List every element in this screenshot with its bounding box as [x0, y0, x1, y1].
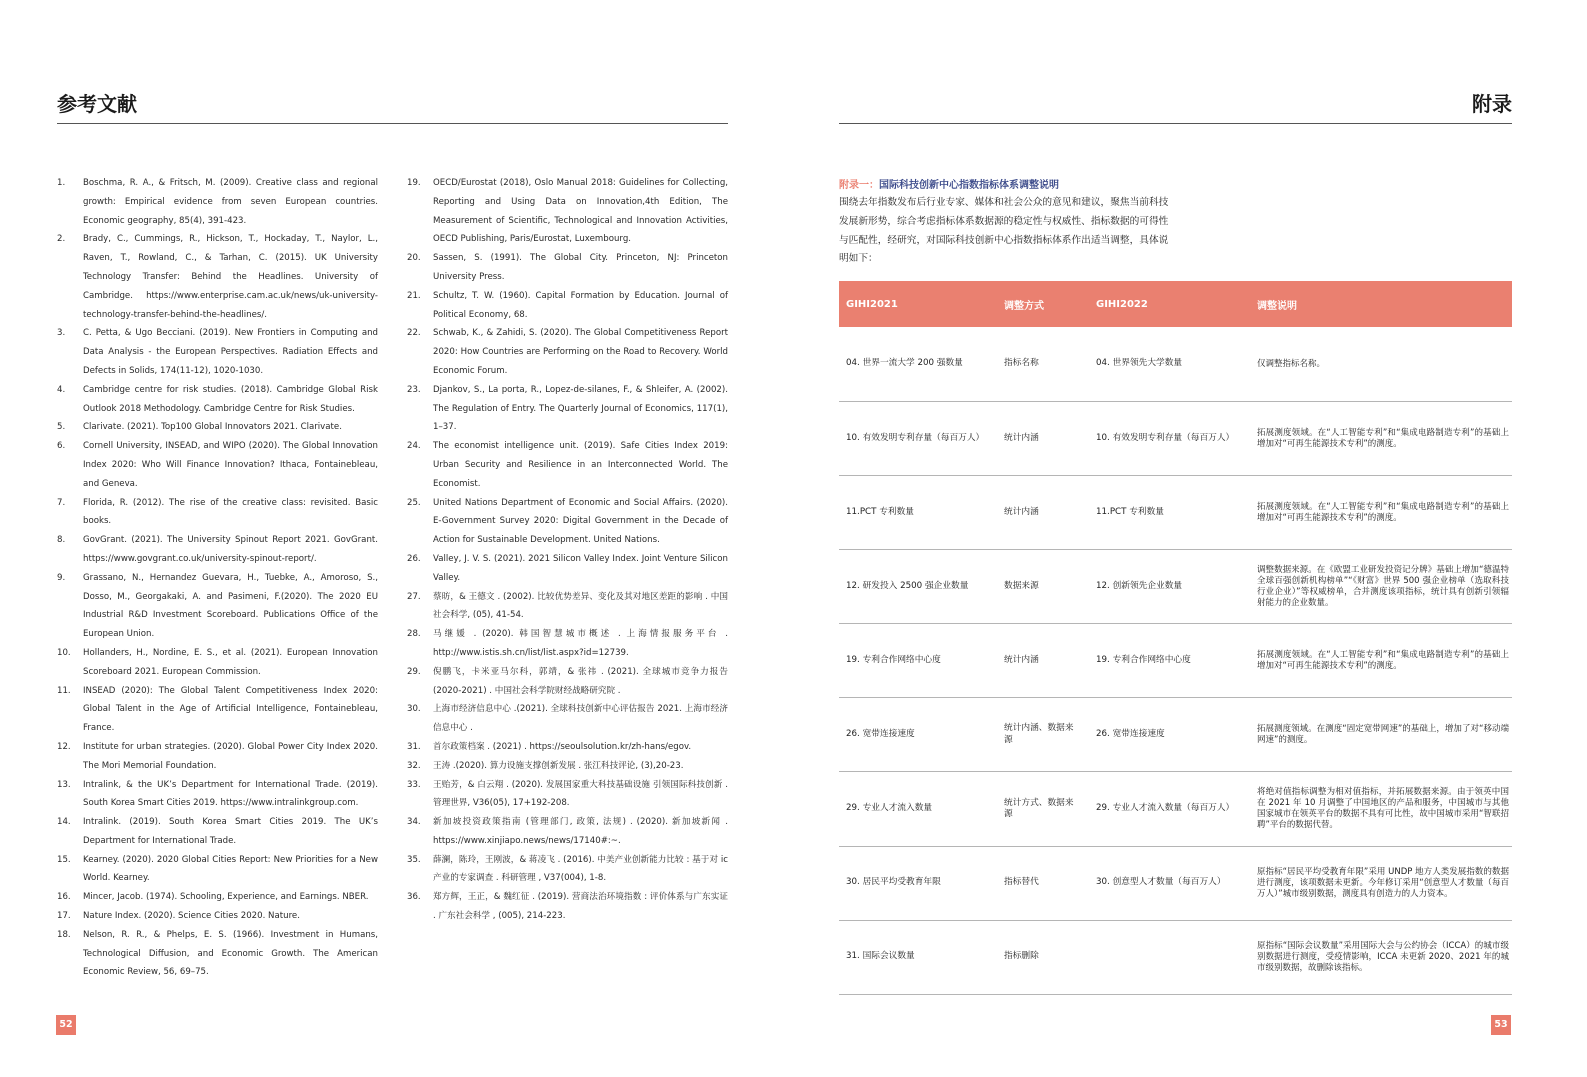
column-header: 调整说明	[1250, 281, 1512, 327]
reference-item	[57, 437, 378, 493]
reference-item	[407, 437, 728, 493]
reference-number: 21.	[407, 290, 421, 301]
reference-item	[57, 381, 378, 419]
reference-text: OECD/Eurostat (2018), Oslo Manual 2018: Guidelines for Collecting, Reporting and Using Data on Innovation,4th Edition, The Measurement of Scientific, Technological and Innovation Activities, OECD Publishing, Paris/Eurostat, Luxembourg.	[433, 178, 728, 245]
adjustment-note-cell: 仅调整指标名称。	[1250, 327, 1512, 402]
reference-text: The economist intelligence unit. (2019). Safe Cities Index 2019: Urban Security and Resilience in an Interconnected World. The Economist.	[433, 441, 728, 489]
table-row	[839, 772, 1512, 846]
table-row	[839, 402, 1512, 476]
reference-number: 30.	[407, 704, 421, 715]
old-indicator-cell: 10. 有效发明专利存量（每百万人）	[839, 402, 997, 476]
reference-item	[57, 851, 378, 889]
reference-text: United Nations Department of Economic and Social Affairs. (2020). E-Government Survey 2020: Digital Government in the Decade of Action for Sustainable Development. United Nations.	[433, 497, 728, 546]
adjustment-type-cell: 指标删除	[997, 920, 1089, 994]
reference-text: 新加坡投资政策指南 (管理部门, 政策, 法规) . (2020). 新加坡新闻 . https://www.xinjiapo.news/news/17140#:~.	[433, 817, 728, 846]
reference-text: 倪鹏飞，卡米亚马尔科，郭靖，& 张祎 . (2021). 全球城市竞争力报告 (2020-2021) . 中国社会科学院财经战略研究院 .	[433, 666, 728, 696]
reference-item	[407, 776, 728, 814]
reference-item	[57, 907, 378, 926]
reference-text: 上海市经济信息中心 .(2021). 全球科技创新中心评估报告 2021. 上海市经济信息中心 .	[433, 704, 728, 734]
reference-number: 15.	[57, 854, 71, 865]
page-title-references: 参考文献	[57, 92, 137, 116]
appendix-title: 国际科技创新中心指数指标体系调整说明	[879, 180, 1059, 191]
reference-item	[407, 700, 728, 738]
reference-number: 6.	[57, 441, 66, 452]
old-indicator-cell: 26. 宽带连接速度	[839, 698, 997, 772]
reference-text: Mincer, Jacob. (1974). Schooling, Experience, and Earnings. NBER.	[83, 892, 369, 903]
reference-number: 28.	[407, 629, 421, 640]
reference-text: Nelson, R. R., & Phelps, E. S. (1966). Investment in Humans, Technological Diffusion, and Economic Growth. The American Economic Review, 56, 69–75.	[83, 929, 378, 978]
table-body	[839, 327, 1512, 994]
reference-item	[57, 418, 378, 437]
reference-text: Brady, C., Cummings, R., Hickson, T., Hockaday, T., Naylor, L., Raven, T., Rowland, C., & Tarhan, C. (2015). UK University Technology Transfer: Behind the Headlines. University of Cambridge. https://www.enterprise.cam.ac.uk/news/uk-university-technology-transfer-behind-the-headlines/.	[83, 234, 378, 320]
table-row	[839, 550, 1512, 624]
adjustment-table	[839, 281, 1512, 995]
old-indicator-cell: 29. 专业人才流入数量	[839, 772, 997, 846]
old-indicator-cell: 31. 国际会议数量	[839, 920, 997, 994]
reference-number: 32.	[407, 760, 421, 771]
new-indicator-cell: 04. 世界领先大学数量	[1089, 327, 1250, 402]
table-row	[839, 476, 1512, 550]
reference-text: Boschma, R. A., & Fritsch, M. (2009). Creative class and regional growth: Empirical evidence from seven European countries. Economic geography, 85(4), 391-423.	[83, 178, 378, 226]
adjustment-type-cell: 统计方式、数据来源	[997, 772, 1089, 846]
reference-number: 29.	[407, 666, 421, 677]
adjustment-note-cell: 调整数据来源。在《欧盟工业研发投资记分牌》基础上增加“德温特全球百强创新机构榜单”“《财富》世界 500 强企业榜单（选取科技行业企业）”等权威榜单，合并测度该项指标，统计具有创新引领辐射能力的企业数量。	[1250, 550, 1512, 624]
adjustment-type-cell: 数据来源	[997, 550, 1089, 624]
reference-text: Hollanders, H., Nordine, E. S., et al. (2021). European Innovation Scoreboard 2021. European Commission.	[83, 647, 378, 677]
reference-number: 36.	[407, 892, 421, 903]
reference-number: 13.	[57, 779, 71, 790]
reference-item	[407, 663, 728, 701]
reference-number: 24.	[407, 441, 421, 452]
table-row	[839, 846, 1512, 920]
adjustment-type-cell: 指标替代	[997, 846, 1089, 920]
adjustment-type-cell: 统计内涵	[997, 402, 1089, 476]
adjustment-note-cell: 将绝对值指标调整为相对值指标，并拓展数据来源。由于领英中国在 2021 年 10 月调整了中国地区的产品和服务，中国城市与其他国家城市在领英平台的数据不具有可比性，故中国城市采用“智联招聘”平台的数据代替。	[1250, 772, 1512, 846]
title-divider	[57, 123, 728, 124]
new-indicator-cell: 10. 有效发明专利存量（每百万人）	[1089, 402, 1250, 476]
reference-number: 11.	[57, 685, 71, 696]
reference-text: Cambridge centre for risk studies. (2018). Cambridge Global Risk Outlook 2018 Methodology. Cambridge Centre for Risk Studies.	[83, 384, 378, 414]
reference-text: C. Petta, & Ugo Becciani. (2019). New Frontiers in Computing and Data Analysis - the European Perspectives. Radiation Effects and Defects in Solids, 174(11-12), 1020-1030.	[83, 328, 378, 376]
reference-number: 7.	[57, 497, 66, 508]
reference-item	[57, 230, 378, 324]
reference-number: 31.	[407, 741, 421, 752]
reference-number: 2.	[57, 234, 66, 245]
reference-number: 22.	[407, 328, 421, 339]
adjustment-type-cell: 统计内涵	[997, 624, 1089, 698]
column-header: GIHI2022	[1089, 281, 1250, 327]
reference-text: 王贻芳，& 白云翔 . (2020). 发展国家重大科技基础设施 引领国际科技创新 . 管理世界, V36(05), 17+192-208.	[433, 779, 728, 809]
reference-item	[57, 738, 378, 776]
reference-text: Valley, J. V. S. (2021). 2021 Silicon Valley Index. Joint Venture Silicon Valley.	[433, 553, 728, 583]
old-indicator-cell: 19. 专利合作网络中心度	[839, 624, 997, 698]
reference-text: 郑方辉，王正，& 魏红征 . (2019). 营商法治环境指数 : 评价体系与广东实证 . 广东社会科学 , (005), 214-223.	[433, 892, 728, 922]
reference-number: 3.	[57, 328, 66, 339]
reference-item	[407, 550, 728, 588]
reference-item	[407, 287, 728, 325]
reference-item	[57, 531, 378, 569]
reference-number: 27.	[407, 591, 421, 602]
reference-item	[57, 776, 378, 814]
reference-number: 1.	[57, 178, 66, 188]
reference-number: 20.	[407, 253, 421, 264]
reference-text: INSEAD (2020): The Global Talent Competitiveness Index 2020: Global Talent in the Age of Artificial Intelligence, Fontainebleau, France.	[83, 685, 378, 734]
reference-text: 马继媛 . (2020). 韩国智慧城市概述 . 上海情报服务平台 . http://www.istis.sh.cn/list/list.aspx?id=12739.	[433, 629, 728, 658]
adjustment-note-cell: 拓展测度领域。在测度“固定宽带网速”的基础上，增加了对“移动端网速”的测度。	[1250, 698, 1512, 772]
table-row	[839, 698, 1512, 772]
reference-text: Clarivate. (2021). Top100 Global Innovators 2021. Clarivate.	[83, 422, 342, 433]
table-row	[839, 920, 1512, 994]
new-indicator-cell: 29. 专业人才流入数量（每百万人）	[1089, 772, 1250, 846]
page-title-appendix: 附录	[1472, 92, 1512, 116]
adjustment-note-cell: 拓展测度领域。在“人工智能专利”和“集成电路制造专利”的基础上增加对“可再生能源技术专利”的测度。	[1250, 402, 1512, 476]
reference-item	[57, 494, 378, 532]
new-indicator-cell: 26. 宽带连接速度	[1089, 698, 1250, 772]
reference-text: Schwab, K., & Zahidi, S. (2020). The Global Competitiveness Report 2020: How Countries are Performing on the Road to Recovery. World Economic Forum.	[433, 328, 728, 376]
reference-text: 薛澜，陈玲，王刚波，& 蒋凌飞 . (2016). 中美产业创新能力比较 : 基于对 ic 产业的专家调查 . 科研管理 , V37(004), 1-8.	[433, 854, 728, 884]
reference-number: 5.	[57, 422, 66, 433]
reference-number: 26.	[407, 553, 421, 564]
reference-item	[57, 888, 378, 907]
title-divider	[839, 123, 1512, 124]
reference-item	[57, 569, 378, 644]
old-indicator-cell: 04. 世界一流大学 200 强数量	[839, 327, 997, 402]
adjustment-type-cell: 统计内涵、数据来源	[997, 698, 1089, 772]
reference-item	[407, 494, 728, 550]
reference-item	[57, 813, 378, 851]
reference-number: 17.	[57, 911, 71, 922]
reference-text: Schultz, T. W. (1960). Capital Formation by Education. Journal of Political Economy, 68.	[433, 290, 728, 320]
right-page	[794, 0, 1587, 1077]
reference-number: 10.	[57, 647, 71, 658]
adjustment-note-cell: 原指标“国际会议数量”采用国际大会与公约协会（ICCA）的城市级别数据进行测度，受疫情影响，ICCA 未更新 2020、2021 年的城市级别数据，故删除该指标。	[1250, 920, 1512, 994]
page-number-left: 52	[56, 1015, 76, 1035]
adjustment-note-cell: 拓展测度领域。在“人工智能专利”和“集成电路制造专利”的基础上增加对“可再生能源技术专利”的测度。	[1250, 624, 1512, 698]
reference-item	[407, 174, 728, 249]
table-row	[839, 624, 1512, 698]
adjustment-type-cell: 统计内涵	[997, 476, 1089, 550]
reference-text: Florida, R. (2012). The rise of the creative class: revisited. Basic books.	[83, 497, 378, 527]
old-indicator-cell: 11.PCT 专利数量	[839, 476, 997, 550]
reference-number: 33.	[407, 779, 421, 790]
reference-number: 35.	[407, 854, 421, 865]
reference-text: Grassano, N., Hernandez Guevara, H., Tuebke, A., Amoroso, S., Dosso, M., Georgakaki, A. and Pasimeni, F.(2020). The 2020 EU Industrial R&D Investment Scoreboard. Publications Office of the European Union.	[83, 572, 378, 640]
reference-text: Sassen, S. (1991). The Global City. Princeton, NJ: Princeton University Press.	[433, 253, 728, 282]
appendix-description: 围绕去年指数发布后行业专家、媒体和社会公众的意见和建议，聚焦当前科技发展新形势，综合考虑指标体系数据源的稳定性与权威性、指标数据的可得性与匹配性，经研究，对国际科技创新中心指数指标体系作出适当调整，具体说明如下：	[839, 197, 1169, 265]
reference-item	[57, 682, 378, 738]
page-number-right: 53	[1491, 1015, 1511, 1035]
reference-item	[407, 851, 728, 889]
table-row	[839, 327, 1512, 402]
reference-number: 16.	[57, 892, 71, 903]
old-indicator-cell: 12. 研发投入 2500 强企业数量	[839, 550, 997, 624]
new-indicator-cell	[1089, 920, 1250, 994]
new-indicator-cell: 12. 创新领先企业数量	[1089, 550, 1250, 624]
old-indicator-cell: 30. 居民平均受教育年限	[839, 846, 997, 920]
reference-text: Intralink, & the UK’s Department for International Trade. (2019). South Korea Smart Cities 2019. https://www.intralinkgroup.com.	[83, 779, 378, 809]
reference-number: 9.	[57, 572, 66, 583]
reference-number: 14.	[57, 817, 71, 828]
reference-list-column-1	[57, 174, 378, 982]
new-indicator-cell: 19. 专利合作网络中心度	[1089, 624, 1250, 698]
reference-text: Intralink. (2019). South Korea Smart Cities 2019. The UK’s Department for International Trade.	[83, 817, 378, 846]
reference-item	[407, 588, 728, 626]
reference-number: 19.	[407, 178, 421, 188]
reference-item	[407, 381, 728, 437]
new-indicator-cell: 30. 创意型人才数量（每百万人）	[1089, 846, 1250, 920]
reference-text: Kearney. (2020). 2020 Global Cities Report: New Priorities for a New World. Kearney.	[83, 854, 378, 884]
appendix-label: 附录一：	[839, 180, 879, 191]
reference-item	[407, 625, 728, 663]
reference-item	[57, 174, 378, 230]
reference-text: GovGrant. (2021). The University Spinout Report 2021. GovGrant. https://www.govgrant.co.uk/university-spinout-report/.	[83, 535, 378, 564]
reference-item	[407, 813, 728, 851]
reference-text: Institute for urban strategies. (2020). Global Power City Index 2020. The Mori Memorial Foundation.	[83, 741, 378, 771]
column-header: 调整方式	[997, 281, 1089, 327]
reference-item	[57, 644, 378, 682]
reference-number: 25.	[407, 497, 421, 508]
reference-number: 8.	[57, 535, 66, 546]
reference-number: 12.	[57, 741, 71, 752]
reference-number: 4.	[57, 384, 66, 395]
reference-number: 18.	[57, 929, 71, 940]
reference-text: Nature Index. (2020). Science Cities 2020. Nature.	[83, 911, 300, 922]
appendix-heading	[839, 176, 1059, 191]
reference-text: 王涛 .(2020). 算力设施支撑创新发展 . 张江科技评论, (3),20-23.	[433, 760, 684, 771]
reference-text: 蔡昉，& 王德文 . (2002). 比较优势差异、变化及其对地区差距的影响 . 中国社会科学, (05), 41-54.	[433, 591, 728, 621]
reference-item	[407, 757, 728, 776]
reference-number: 34.	[407, 817, 421, 828]
reference-text: Djankov, S., La porta, R., Lopez-de-silanes, F., & Shleifer, A. (2002). The Regulation of Entry. The Quarterly Journal of Economics, 117(1), 1–37.	[433, 384, 728, 433]
adjustment-note-cell: 拓展测度领域。在“人工智能专利”和“集成电路制造专利”的基础上增加对“可再生能源技术专利”的测度。	[1250, 476, 1512, 550]
adjustment-type-cell: 指标名称	[997, 327, 1089, 402]
reference-item	[407, 249, 728, 287]
reference-number: 23.	[407, 384, 421, 395]
left-page	[0, 0, 793, 1077]
column-header: GIHI2021	[839, 281, 997, 327]
reference-text: Cornell University, INSEAD, and WIPO (2020). The Global Innovation Index 2020: Who Will Finance Innovation? Ithaca, Fontainebleau, and Geneva.	[83, 441, 378, 489]
reference-item	[407, 888, 728, 926]
reference-item	[407, 738, 728, 757]
new-indicator-cell: 11.PCT 专利数量	[1089, 476, 1250, 550]
table-header-row	[839, 281, 1512, 327]
reference-list-column-2	[407, 174, 728, 926]
reference-text: 首尔政策档案 . (2021) . https://seoulsolution.kr/zh-hans/egov.	[433, 741, 692, 752]
reference-item	[407, 324, 728, 380]
reference-item	[57, 926, 378, 982]
adjustment-note-cell: 原指标“居民平均受教育年限”采用 UNDP 地方人类发展指数的数据进行测度，该项数据未更新。今年修订采用“创意型人才数量（每百万人）”城市级别数据，测度具有创造力的人力资本。	[1250, 846, 1512, 920]
reference-item	[57, 324, 378, 380]
